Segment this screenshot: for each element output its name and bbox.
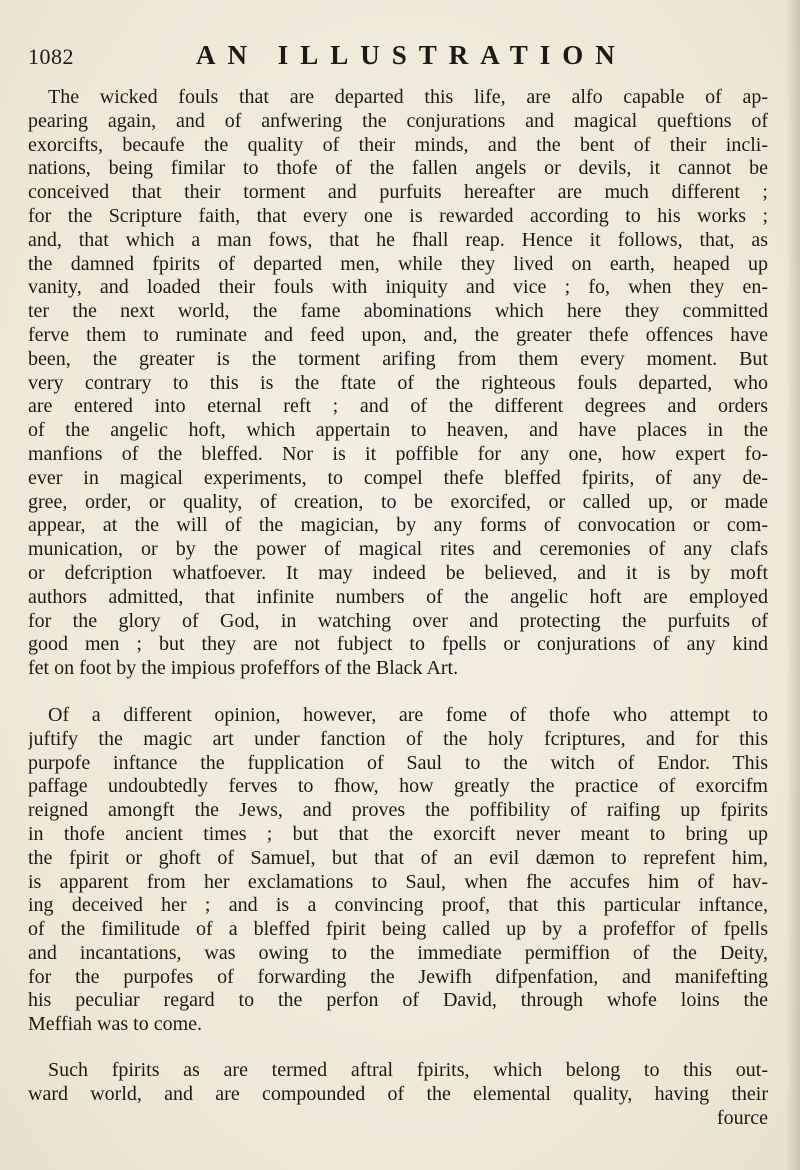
text-line: or defcription whatfoever. It may indeed be believed, and it is by moft [28,561,768,584]
text-line: Meffiah was to come. [28,1013,203,1036]
text-line: paffage undoubtedly ferves to fhow, how greatly the practice of exorcifm [28,775,768,798]
text-line: juftify the magic art under fanction of the holy fcriptures, and for this [28,727,768,750]
text-line: the damned fpirits of departed men, while they lived on earth, heaped up [28,252,768,275]
page-edge-shadow [786,0,800,1170]
paragraph-gap [28,681,768,704]
text-line: Such fpirits as are termed aftral fpirits, which belong to this out- [48,1059,768,1082]
text-line: ing deceived her ; and is a convincing proof, that this particular inftance, [28,894,768,917]
text-line: conceived that their torment and purfuits hereafter are much different ; [28,181,768,204]
text-line: are entered into eternal reft ; and of the different degrees and orders [28,395,768,418]
text-line: good men ; but they are not fubject to fpells or conjurations of any kind [28,633,768,656]
text-line: the fpirit or ghoft of Samuel, but that of an evil dæmon to reprefent him, [28,846,768,869]
page-number: 1082 [28,44,74,69]
text-line: vanity, and loaded their fouls with iniquity and vice ; fo, when they en- [28,276,768,299]
text-line: The wicked fouls that are departed this life, are alfo capable of ap- [48,86,768,108]
text-line: exorcifts, becaufe the quality of their minds, and the bent of their incli- [28,133,768,156]
text-line: his peculiar regard to the perfon of David, through whofe loins the [28,989,768,1012]
text-line: for the Scripture faith, that every one is rewarded according to his works ; [28,204,768,227]
text-line: and, that which a man fows, that he fhall reap. Hence it follows, that, as [28,228,768,251]
running-title: AN ILLUSTRATION [196,40,627,70]
body-text [28,86,768,1130]
text-line: fet on foot by the impious profeffors of the Black Art. [28,657,459,680]
text-line: ter the next world, the fame abominations which here they committed [28,300,768,323]
text-line: authors admitted, that infinite numbers of the angelic hoft are employed [28,585,768,608]
text-line: for the purpofes of forwarding the Jewifh difpenfation, and manifefting [28,965,768,988]
text-line: pearing again, and of anfwering the conjurations and magical queftions of [28,109,768,132]
text-line: munication, or by the power of magical rites and ceremonies of any clafs [28,538,768,561]
page-header [28,36,768,76]
text-line: reigned amongft the Jews, and proves the poffibility of raifing up fpirits [28,799,768,822]
text-line: been, the greater is the torment arifing from them every moment. But [28,347,768,370]
text-line: Of a different opinion, however, are fome of thofe who attempt to [48,703,768,726]
paragraph-2 [28,704,768,1037]
catchword: fource [716,1106,768,1129]
paragraph-1 [28,86,768,681]
paragraph-3 [28,1059,768,1130]
text-line: in thofe ancient times ; but that the exorcift never meant to bring up [28,822,768,845]
paragraph-gap [28,1037,768,1059]
text-line: gree, order, or quality, of creation, to be exorcifed, or called up, or made [28,490,768,513]
text-line: manfions of the bleffed. Nor is it poffible for any one, how expert fo- [28,442,768,465]
text-line: of the fimilitude of a bleffed fpirit being called up by a profeffor of fpells [28,918,768,941]
text-line: very contrary to this is the ftate of the righteous fouls departed, who [28,371,768,394]
text-line: and incantations, was owing to the immediate permiffion of the Deity, [28,941,768,964]
text-line: for the glory of God, in watching over and protecting the purfuits of [28,609,768,632]
text-line: nations, being fimilar to thofe of the fallen angels or devils, it cannot be [28,157,768,180]
text-line: appear, at the will of the magician, by any forms of convocation or com- [28,514,768,537]
text-line: purpofe inftance the fupplication of Saul to the witch of Endor. This [28,751,768,774]
text-line: ever in magical experiments, to compel thefe bleffed fpirits, of any de- [28,466,768,489]
text-line: ward world, and are compounded of the elemental quality, having their [28,1082,768,1105]
text-line: is apparent from her exclamations to Saul, when fhe accufes him of hav- [28,870,768,893]
text-line: of the angelic hoft, which appertain to heaven, and have places in the [28,419,768,442]
text-line: ferve them to ruminate and feed upon, and, the greater thefe offences have [28,323,768,346]
